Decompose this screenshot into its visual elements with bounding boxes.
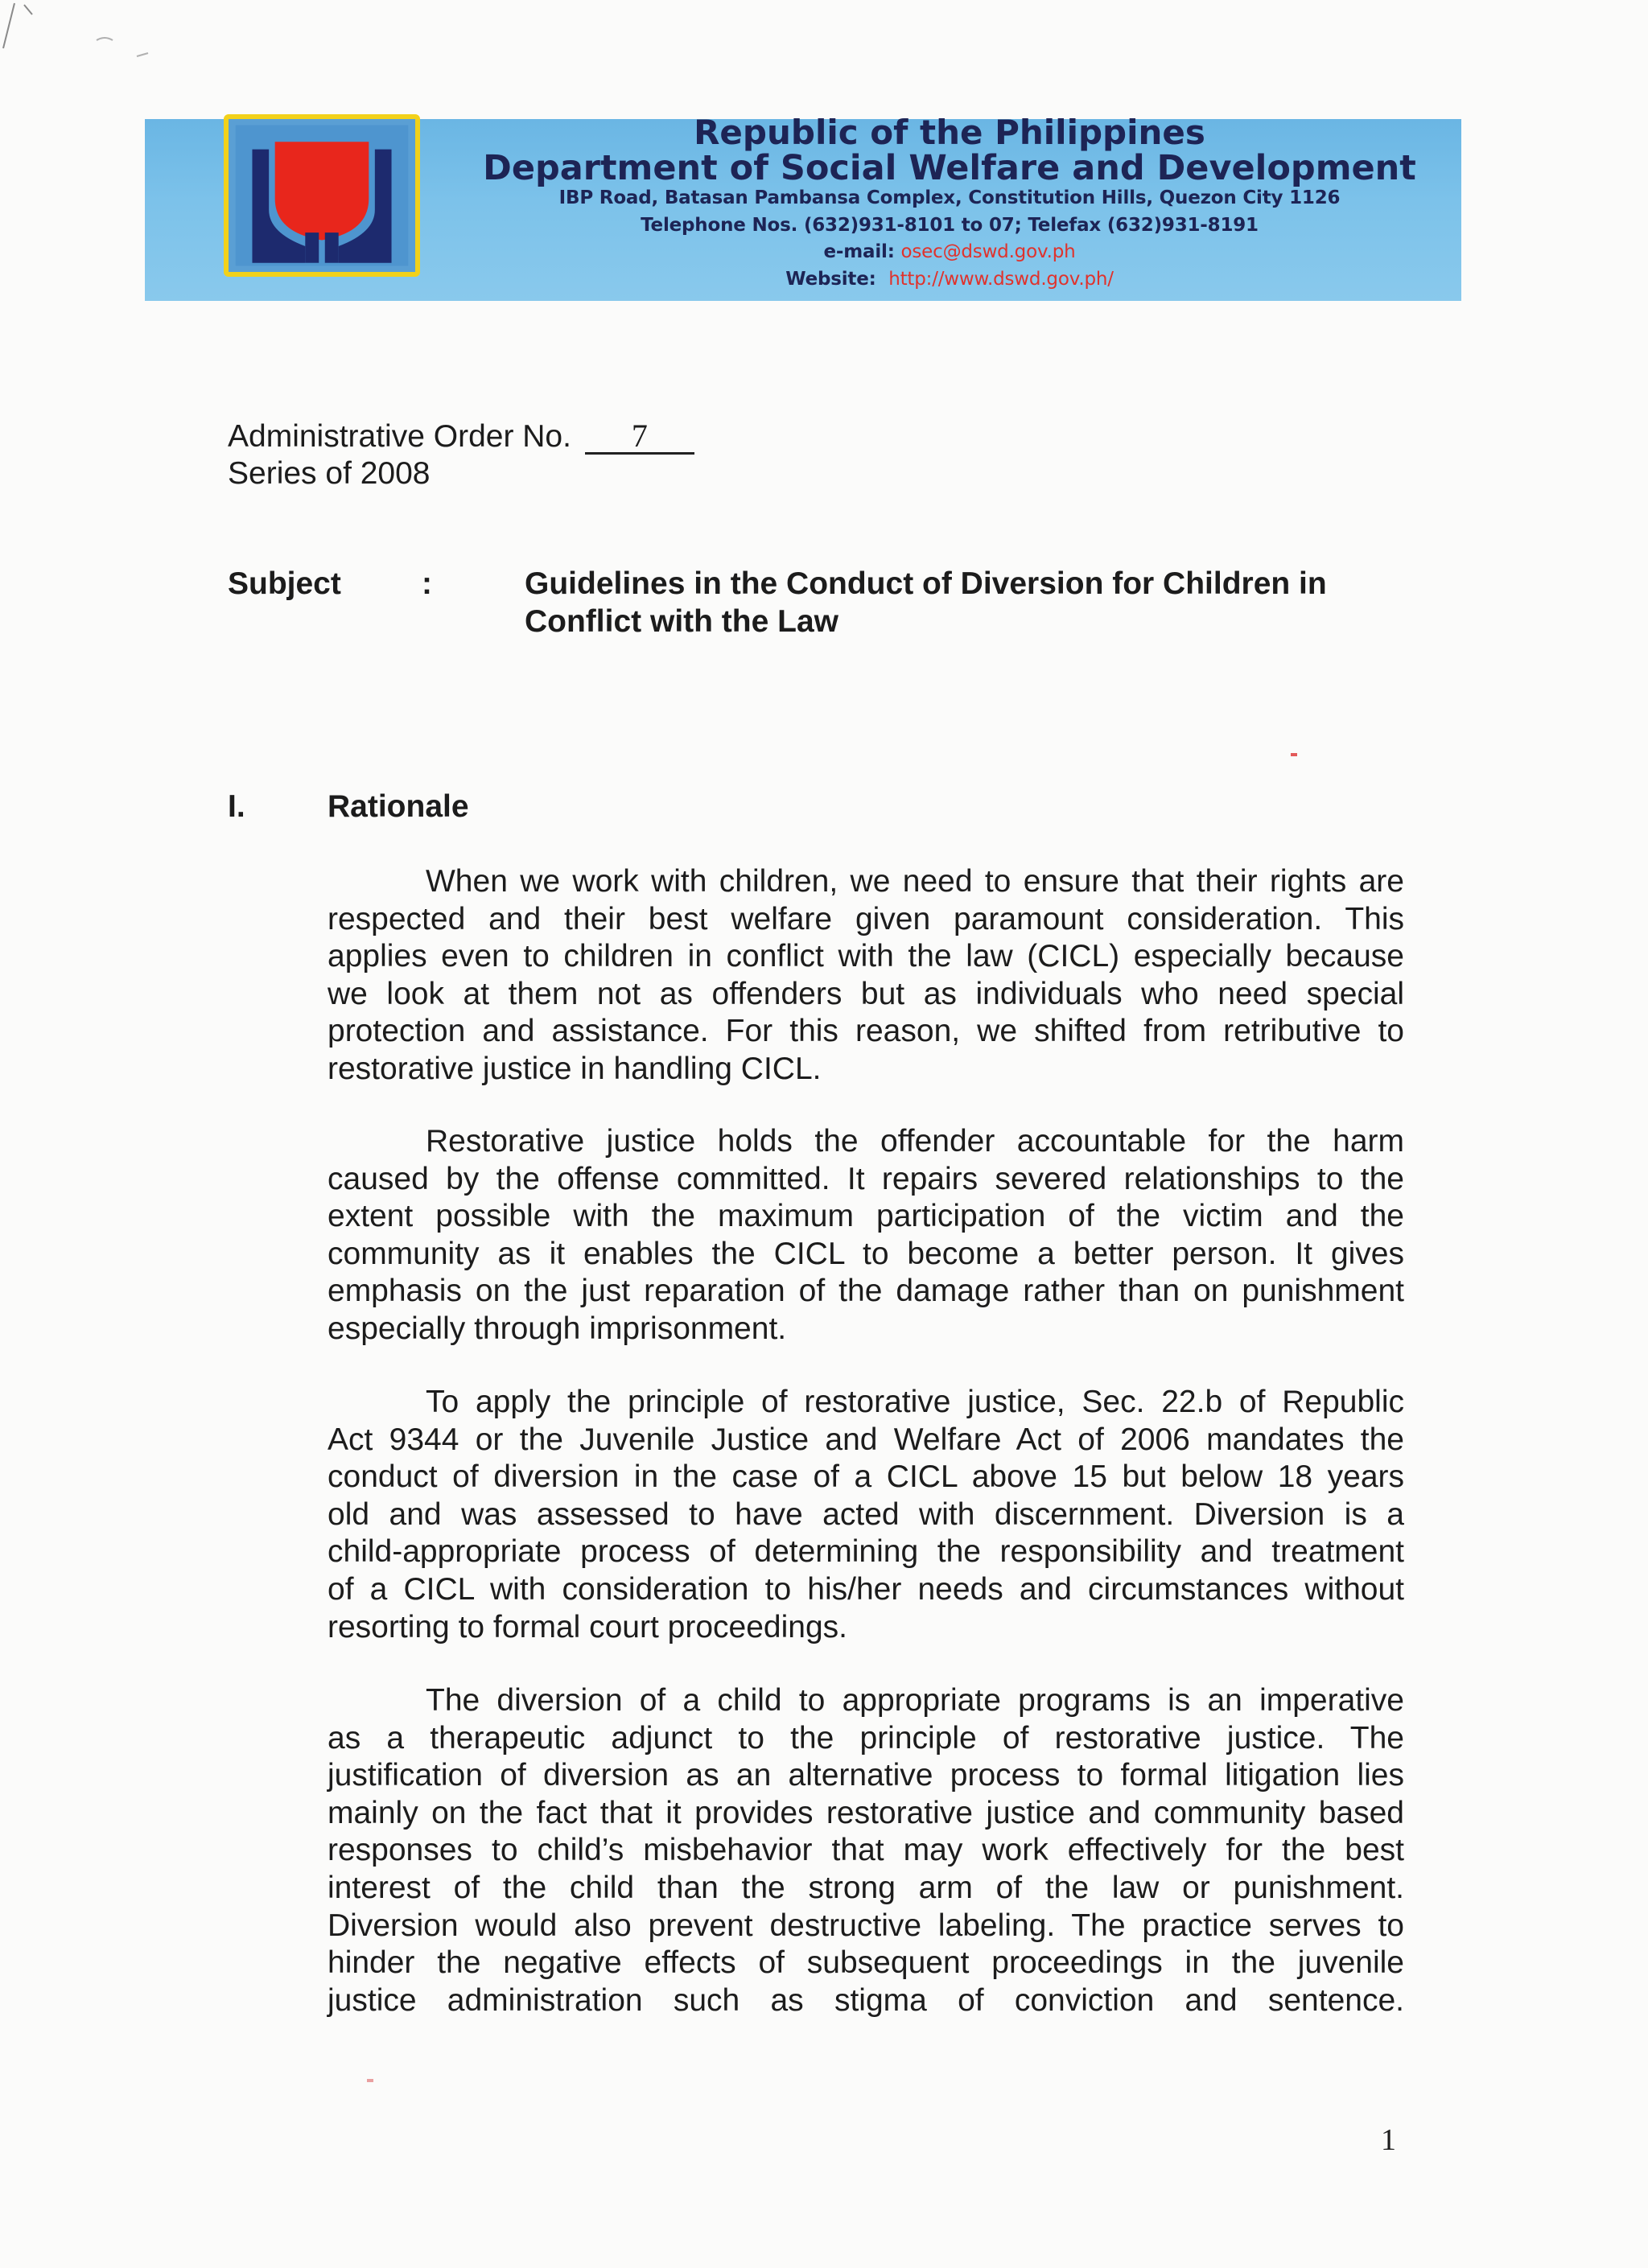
- paragraph-line: extent possible with the maximum participation of the victim and the: [328, 1199, 1404, 1234]
- paragraph-line: child-appropriate process of determining the responsibility and treatment: [328, 1534, 1404, 1570]
- paragraph-line: protection and assistance. For this reason, we shifted from retributive to: [328, 1014, 1404, 1049]
- paragraph-line: Restorative justice holds the offender accountable for the harm: [426, 1124, 1404, 1159]
- paragraph-line: especially through imprisonment.: [328, 1311, 787, 1346]
- subject-label: Subject: [228, 566, 341, 601]
- paragraph-2: [328, 1123, 1404, 1348]
- section-number: I.: [228, 789, 245, 824]
- email-label: e-mail:: [823, 241, 895, 262]
- paragraph-line: caused by the offense committed. It repairs severed relationships to the: [328, 1161, 1404, 1196]
- paragraph-line: justice administration such as stigma of conviction and sentence.: [328, 1982, 1404, 2018]
- header-telephone: Telephone Nos. (632)931-8101 to 07; Telefax (632)931-8191: [641, 215, 1259, 236]
- order-series: Series of 2008: [228, 456, 431, 491]
- header-email-row: [451, 241, 1448, 262]
- paragraph-line: The diversion of a child to appropriate programs is an imperative: [426, 1683, 1404, 1718]
- dswd-logo-icon: [229, 119, 415, 272]
- website-label: Website:: [785, 269, 876, 290]
- paragraph-line: applies even to children in conflict with the law (CICL) especially because: [328, 939, 1404, 974]
- header-department: Department of Social Welfare and Development: [483, 148, 1416, 188]
- paragraph-1: [328, 863, 1404, 1089]
- paragraph-line: justification of diversion as an alternative process to formal litigation lies: [328, 1758, 1404, 1793]
- paragraph-line: When we work with children, we need to ensure that their rights are: [426, 864, 1404, 899]
- website-link[interactable]: http://www.dswd.gov.ph/: [888, 269, 1114, 290]
- paragraph-4: [328, 1682, 1404, 2019]
- section-title: Rationale: [328, 789, 469, 824]
- paragraph-line: old and was assessed to have acted with discernment. Diversion is a: [328, 1496, 1404, 1532]
- paragraph-line: as a therapeutic adjunct to the principle of restorative justice. The: [328, 1720, 1404, 1756]
- scan-artifact-icon: [0, 0, 209, 97]
- order-number: 7: [585, 420, 694, 455]
- order-label: Administrative Order No.: [228, 419, 571, 454]
- header-address: IBP Road, Batasan Pambansa Complex, Constitution Hills, Quezon City 1126: [558, 187, 1341, 208]
- paragraph-3: [328, 1384, 1404, 1646]
- subject-colon: :: [422, 566, 432, 601]
- paragraph-line: of a CICL with consideration to his/her needs and circumstances without: [328, 1571, 1404, 1607]
- email-link[interactable]: osec@dswd.gov.ph: [900, 241, 1076, 262]
- paragraph-line: To apply the principle of restorative justice, Sec. 22.b of Republic: [426, 1385, 1404, 1419]
- paragraph-line: conduct of diversion in the case of a CICL above 15 but below 18 years: [328, 1459, 1404, 1495]
- paragraph-line: Diversion would also prevent destructive labeling. The practice serves to: [328, 1908, 1404, 1943]
- paragraph-line: emphasis on the just reparation of the damage rather than on punishment: [328, 1274, 1404, 1309]
- paragraph-line: responses to child’s misbehavior that may work effectively for the best: [328, 1833, 1404, 1868]
- scan-speck: [1291, 753, 1297, 756]
- paragraph-line: respected and their best welfare given paramount consideration. This: [328, 901, 1404, 936]
- paragraph-line: community as it enables the CICL to become a better person. It gives: [328, 1236, 1404, 1271]
- paragraph-line: hinder the negative effects of subsequent proceedings in the juvenile: [328, 1945, 1404, 1981]
- paragraph-line: mainly on the fact that it provides restorative justice and community based: [328, 1795, 1404, 1830]
- subject-text: Guidelines in the Conduct of Diversion for Children in Conflict with the Law: [525, 566, 1327, 639]
- page-number: 1: [1381, 2123, 1396, 2157]
- paragraph-line: Act 9344 or the Juvenile Justice and Welfare Act of 2006 mandates the: [328, 1422, 1404, 1457]
- header-website-row: [451, 269, 1448, 290]
- dswd-logo: [224, 114, 420, 277]
- header-republic: Republic of the Philippines: [694, 113, 1205, 152]
- paragraph-line: resorting to formal court proceedings.: [328, 1609, 847, 1644]
- order-number-line: [228, 418, 694, 456]
- paragraph-line: restorative justice in handling CICL.: [328, 1051, 822, 1086]
- scan-speck: [367, 2079, 373, 2082]
- paragraph-line: we look at them not as offenders but as individuals who need special: [328, 976, 1404, 1011]
- paragraph-line: interest of the child than the strong arm of the law or punishment.: [328, 1870, 1404, 1905]
